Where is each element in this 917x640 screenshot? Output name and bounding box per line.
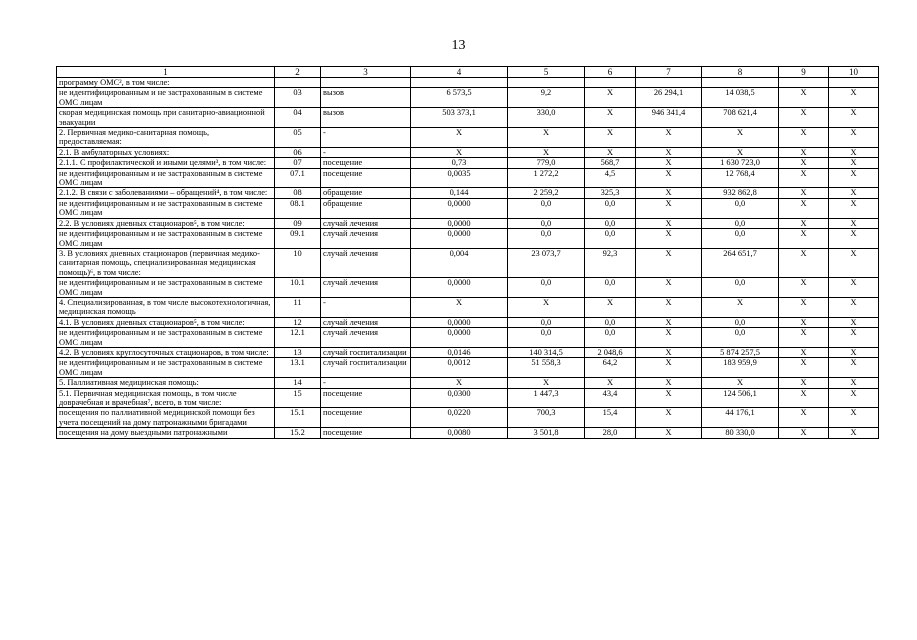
- unit: посещение: [321, 388, 411, 408]
- col-4-value: 0,0146: [411, 347, 508, 357]
- col-9-value: X: [779, 428, 829, 438]
- col-8-value: X: [702, 147, 779, 157]
- col-6-value: X: [585, 88, 636, 108]
- unit: вызов: [321, 108, 411, 128]
- row-code: 15: [275, 388, 321, 408]
- unit: случай госпитализации: [321, 347, 411, 357]
- col-7-value: X: [636, 248, 702, 277]
- unit: обращение: [321, 188, 411, 198]
- unit: обращение: [321, 198, 411, 218]
- col-5-value: X: [508, 128, 585, 148]
- col-header-6: 6: [585, 67, 636, 78]
- col-8-value: X: [702, 297, 779, 317]
- col-7-value: X: [636, 188, 702, 198]
- col-10-value: X: [829, 328, 879, 348]
- col-4-value: 0,004: [411, 248, 508, 277]
- row-label: не идентифицированным и не застрахованным в системе ОМС лицам: [57, 198, 275, 218]
- row-label: не идентифицированным и не застрахованным в системе ОМС лицам: [57, 278, 275, 298]
- col-10-value: X: [829, 388, 879, 408]
- col-6-value: 0,0: [585, 198, 636, 218]
- unit: случай госпитализации: [321, 358, 411, 378]
- col-5-value: 0,0: [508, 218, 585, 228]
- col-4-value: X: [411, 297, 508, 317]
- col-header-3: 3: [321, 67, 411, 78]
- row-code: [275, 78, 321, 88]
- col-9-value: X: [779, 218, 829, 228]
- header-row: [57, 67, 879, 78]
- row-code: 07: [275, 158, 321, 168]
- row-code: 09: [275, 218, 321, 228]
- page-number: 13: [451, 38, 466, 53]
- col-6-value: 568,7: [585, 158, 636, 168]
- col-6-value: 0,0: [585, 278, 636, 298]
- col-7-value: X: [636, 229, 702, 249]
- col-4-value: X: [411, 147, 508, 157]
- col-5-value: 700,3: [508, 408, 585, 428]
- col-10-value: X: [829, 147, 879, 157]
- table-row: [57, 88, 879, 108]
- row-code: 06: [275, 147, 321, 157]
- table-body: [57, 78, 879, 439]
- unit: -: [321, 297, 411, 317]
- col-7-value: 26 294,1: [636, 88, 702, 108]
- col-5-value: [508, 78, 585, 88]
- col-5-value: 330,0: [508, 108, 585, 128]
- unit: [321, 78, 411, 88]
- col-6-value: X: [585, 108, 636, 128]
- col-8-value: 0,0: [702, 218, 779, 228]
- col-9-value: X: [779, 168, 829, 188]
- col-8-value: 80 330,0: [702, 428, 779, 438]
- col-4-value: 503 373,1: [411, 108, 508, 128]
- col-10-value: X: [829, 378, 879, 388]
- col-4-value: 6 573,5: [411, 88, 508, 108]
- col-9-value: X: [779, 229, 829, 249]
- row-code: 03: [275, 88, 321, 108]
- col-10-value: X: [829, 229, 879, 249]
- row-code: 12.1: [275, 328, 321, 348]
- unit: случай лечения: [321, 229, 411, 249]
- unit: посещение: [321, 428, 411, 438]
- col-6-value: 4,5: [585, 168, 636, 188]
- col-6-value: 0,0: [585, 229, 636, 249]
- col-5-value: 0,0: [508, 198, 585, 218]
- col-header-7: 7: [636, 67, 702, 78]
- row-label: 5. Паллиативная медицинская помощь:: [57, 378, 275, 388]
- table-row: [57, 297, 879, 317]
- col-8-value: 1 630 723,0: [702, 158, 779, 168]
- col-10-value: X: [829, 218, 879, 228]
- row-code: 15.2: [275, 428, 321, 438]
- col-5-value: 0,0: [508, 278, 585, 298]
- col-8-value: 183 959,9: [702, 358, 779, 378]
- col-10-value: X: [829, 168, 879, 188]
- col-9-value: X: [779, 328, 829, 348]
- col-8-value: 5 874 257,5: [702, 347, 779, 357]
- table-row: [57, 188, 879, 198]
- unit: -: [321, 147, 411, 157]
- col-4-value: X: [411, 128, 508, 148]
- unit: случай лечения: [321, 328, 411, 348]
- col-4-value: 0,0000: [411, 198, 508, 218]
- table-row: [57, 147, 879, 157]
- row-label: не идентифицированным и не застрахованным в системе ОМС лицам: [57, 88, 275, 108]
- row-label: 4. Специализированная, в том числе высокотехнологичная, медицинская помощь: [57, 297, 275, 317]
- unit: посещение: [321, 168, 411, 188]
- col-9-value: X: [779, 347, 829, 357]
- col-9-value: X: [779, 378, 829, 388]
- row-code: 10: [275, 248, 321, 277]
- col-header-2: 2: [275, 67, 321, 78]
- col-4-value: X: [411, 378, 508, 388]
- col-10-value: X: [829, 278, 879, 298]
- col-9-value: X: [779, 128, 829, 148]
- col-4-value: 0,0000: [411, 278, 508, 298]
- col-10-value: X: [829, 158, 879, 168]
- col-7-value: X: [636, 168, 702, 188]
- col-6-value: 2 048,6: [585, 347, 636, 357]
- col-6-value: 64,2: [585, 358, 636, 378]
- row-label: программу ОМС², в том числе:: [57, 78, 275, 88]
- col-7-value: [636, 78, 702, 88]
- col-7-value: X: [636, 147, 702, 157]
- col-5-value: X: [508, 297, 585, 317]
- col-8-value: 708 621,4: [702, 108, 779, 128]
- row-code: 12: [275, 317, 321, 327]
- table-row: [57, 128, 879, 148]
- table-row: [57, 378, 879, 388]
- col-5-value: 0,0: [508, 317, 585, 327]
- row-label: 2.1.1. С профилактической и иными целями³, в том числе:: [57, 158, 275, 168]
- row-label: 2.1.2. В связи с заболеваниями – обращений⁴, в том числе:: [57, 188, 275, 198]
- col-6-value: 15,4: [585, 408, 636, 428]
- col-7-value: X: [636, 388, 702, 408]
- unit: -: [321, 128, 411, 148]
- row-label: 2.1. В амбулаторных условиях:: [57, 147, 275, 157]
- col-7-value: X: [636, 158, 702, 168]
- unit: случай лечения: [321, 278, 411, 298]
- unit: -: [321, 378, 411, 388]
- col-8-value: 12 768,4: [702, 168, 779, 188]
- col-5-value: 0,0: [508, 328, 585, 348]
- col-8-value: X: [702, 378, 779, 388]
- col-8-value: 932 862,8: [702, 188, 779, 198]
- col-7-value: X: [636, 428, 702, 438]
- col-9-value: X: [779, 278, 829, 298]
- col-10-value: X: [829, 408, 879, 428]
- col-header-1: 1: [57, 67, 275, 78]
- col-9-value: X: [779, 388, 829, 408]
- table-row: [57, 198, 879, 218]
- col-4-value: 0,0012: [411, 358, 508, 378]
- col-6-value: [585, 78, 636, 88]
- table-row: [57, 347, 879, 357]
- col-5-value: 0,0: [508, 229, 585, 249]
- row-label: 3. В условиях дневных стационаров (первичная медико-санитарная помощь, специализированная медицинская помощь)⁶, в том числе:: [57, 248, 275, 277]
- col-7-value: X: [636, 128, 702, 148]
- col-10-value: X: [829, 128, 879, 148]
- col-8-value: 44 176,1: [702, 408, 779, 428]
- col-4-value: 0,0000: [411, 328, 508, 348]
- table-row: [57, 78, 879, 88]
- col-8-value: 124 506,1: [702, 388, 779, 408]
- row-label: 4.1. В условиях дневных стационаров⁵, в том числе:: [57, 317, 275, 327]
- unit: вызов: [321, 88, 411, 108]
- col-9-value: X: [779, 158, 829, 168]
- table-row: [57, 229, 879, 249]
- table-row: [57, 158, 879, 168]
- col-6-value: X: [585, 378, 636, 388]
- unit: случай лечения: [321, 248, 411, 277]
- col-5-value: 779,0: [508, 158, 585, 168]
- col-6-value: 325,3: [585, 188, 636, 198]
- col-10-value: X: [829, 358, 879, 378]
- col-9-value: [779, 78, 829, 88]
- col-10-value: X: [829, 188, 879, 198]
- unit: посещение: [321, 158, 411, 168]
- col-4-value: 0,144: [411, 188, 508, 198]
- col-8-value: 0,0: [702, 328, 779, 348]
- col-8-value: 0,0: [702, 198, 779, 218]
- unit: посещение: [321, 408, 411, 428]
- row-label: посещения по паллиативной медицинской помощи без учета посещений на дому патронажными бригадами: [57, 408, 275, 428]
- row-code: 08.1: [275, 198, 321, 218]
- col-5-value: 2 259,2: [508, 188, 585, 198]
- table-row: [57, 317, 879, 327]
- col-7-value: X: [636, 218, 702, 228]
- table-row: [57, 388, 879, 408]
- table-row: [57, 168, 879, 188]
- unit: случай лечения: [321, 218, 411, 228]
- col-9-value: X: [779, 297, 829, 317]
- table-row: [57, 218, 879, 228]
- row-label: не идентифицированным и не застрахованным в системе ОМС лицам: [57, 229, 275, 249]
- col-8-value: 0,0: [702, 278, 779, 298]
- col-7-value: X: [636, 408, 702, 428]
- col-6-value: 0,0: [585, 317, 636, 327]
- col-9-value: X: [779, 317, 829, 327]
- col-9-value: X: [779, 108, 829, 128]
- col-6-value: X: [585, 147, 636, 157]
- col-10-value: [829, 78, 879, 88]
- col-header-4: 4: [411, 67, 508, 78]
- row-label: 4.2. В условиях круглосуточных стационаров, в том числе:: [57, 347, 275, 357]
- col-8-value: 0,0: [702, 229, 779, 249]
- unit: случай лечения: [321, 317, 411, 327]
- col-10-value: X: [829, 248, 879, 277]
- col-9-value: X: [779, 88, 829, 108]
- row-code: 11: [275, 297, 321, 317]
- col-6-value: 28,0: [585, 428, 636, 438]
- row-code: 14: [275, 378, 321, 388]
- col-5-value: 140 314,5: [508, 347, 585, 357]
- table-row: [57, 278, 879, 298]
- row-code: 05: [275, 128, 321, 148]
- table-row: [57, 408, 879, 428]
- table-row: [57, 328, 879, 348]
- col-5-value: X: [508, 147, 585, 157]
- col-header-5: 5: [508, 67, 585, 78]
- col-8-value: [702, 78, 779, 88]
- row-label: не идентифицированным и не застрахованным в системе ОМС лицам: [57, 358, 275, 378]
- col-7-value: X: [636, 198, 702, 218]
- col-6-value: 0,0: [585, 328, 636, 348]
- col-7-value: 946 341,4: [636, 108, 702, 128]
- col-10-value: X: [829, 108, 879, 128]
- row-code: 13: [275, 347, 321, 357]
- col-8-value: 14 038,5: [702, 88, 779, 108]
- row-label: скорая медицинская помощь при санитарно-авиационной эвакуации: [57, 108, 275, 128]
- col-4-value: 0,0080: [411, 428, 508, 438]
- col-7-value: X: [636, 358, 702, 378]
- col-7-value: X: [636, 297, 702, 317]
- row-label: посещения на дому выездными патронажными: [57, 428, 275, 438]
- table-row: [57, 428, 879, 438]
- col-7-value: X: [636, 328, 702, 348]
- col-6-value: 43,4: [585, 388, 636, 408]
- row-code: 10.1: [275, 278, 321, 298]
- row-code: 15.1: [275, 408, 321, 428]
- table-row: [57, 108, 879, 128]
- row-code: 04: [275, 108, 321, 128]
- col-8-value: 0,0: [702, 317, 779, 327]
- data-table: [56, 66, 879, 439]
- table-row: [57, 358, 879, 378]
- col-6-value: 0,0: [585, 218, 636, 228]
- col-5-value: 23 073,7: [508, 248, 585, 277]
- col-5-value: X: [508, 378, 585, 388]
- row-label: 2.2. В условиях дневных стационаров⁵, в том числе:: [57, 218, 275, 228]
- col-4-value: 0,73: [411, 158, 508, 168]
- row-code: 13.1: [275, 358, 321, 378]
- row-code: 07.1: [275, 168, 321, 188]
- col-7-value: X: [636, 347, 702, 357]
- col-4-value: 0,0300: [411, 388, 508, 408]
- col-10-value: X: [829, 297, 879, 317]
- table-row: [57, 248, 879, 277]
- col-9-value: X: [779, 408, 829, 428]
- col-6-value: 92,3: [585, 248, 636, 277]
- col-5-value: 1 272,2: [508, 168, 585, 188]
- col-10-value: X: [829, 428, 879, 438]
- col-8-value: 264 651,7: [702, 248, 779, 277]
- col-4-value: 0,0000: [411, 218, 508, 228]
- col-8-value: X: [702, 128, 779, 148]
- col-10-value: X: [829, 347, 879, 357]
- col-header-9: 9: [779, 67, 829, 78]
- col-10-value: X: [829, 317, 879, 327]
- row-label: 5.1. Первичная медицинская помощь, в том числе доврачебная и врачебная⁷, всего, в том числе:: [57, 388, 275, 408]
- col-9-value: X: [779, 198, 829, 218]
- col-5-value: 9,2: [508, 88, 585, 108]
- col-4-value: 0,0000: [411, 317, 508, 327]
- col-10-value: X: [829, 88, 879, 108]
- col-4-value: 0,0035: [411, 168, 508, 188]
- col-9-value: X: [779, 188, 829, 198]
- col-6-value: X: [585, 297, 636, 317]
- col-header-8: 8: [702, 67, 779, 78]
- col-header-10: 10: [829, 67, 879, 78]
- col-6-value: X: [585, 128, 636, 148]
- col-5-value: 3 501,8: [508, 428, 585, 438]
- col-9-value: X: [779, 248, 829, 277]
- row-label: 2. Первичная медико-санитарная помощь, предоставляемая:: [57, 128, 275, 148]
- col-4-value: 0,0220: [411, 408, 508, 428]
- col-7-value: X: [636, 278, 702, 298]
- col-7-value: X: [636, 317, 702, 327]
- col-4-value: 0,0000: [411, 229, 508, 249]
- row-code: 08: [275, 188, 321, 198]
- col-7-value: X: [636, 378, 702, 388]
- row-code: 09.1: [275, 229, 321, 249]
- row-label: не идентифицированным и не застрахованным в системе ОМС лицам: [57, 168, 275, 188]
- col-9-value: X: [779, 147, 829, 157]
- col-10-value: X: [829, 198, 879, 218]
- row-label: не идентифицированным и не застрахованным в системе ОМС лицам: [57, 328, 275, 348]
- col-5-value: 1 447,3: [508, 388, 585, 408]
- col-5-value: 51 558,3: [508, 358, 585, 378]
- col-9-value: X: [779, 358, 829, 378]
- col-4-value: [411, 78, 508, 88]
